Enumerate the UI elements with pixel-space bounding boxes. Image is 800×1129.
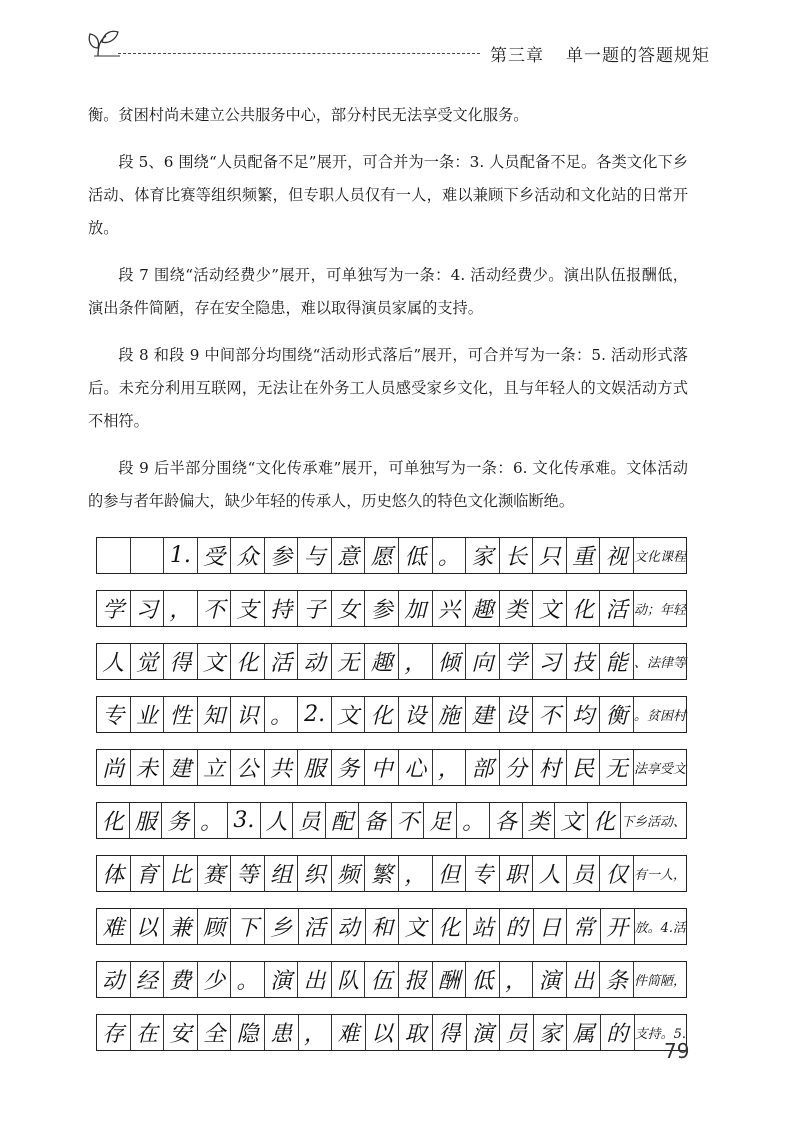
- grid-cell: 难: [97, 909, 131, 944]
- grid-cell: 文: [555, 803, 588, 838]
- grid-cell: 不: [198, 591, 232, 626]
- grid-cell: 设: [399, 697, 433, 732]
- grid-cell: 文: [399, 909, 433, 944]
- paragraph: 段 8 和段 9 中间部分均围绕“活动形式落后”展开，可合并写为一条：5. 活动形式落后。未充分利用互联网，无法让在外务工人员感受家乡文化，且与年轻人的文娱活动方式不相符。: [88, 346, 688, 430]
- grid-row: [96, 590, 687, 627]
- grid-cell: 下: [231, 909, 265, 944]
- grid-cell: 文: [332, 697, 366, 732]
- grid-cell: 活: [600, 591, 634, 626]
- grid-cell: 少: [198, 962, 232, 997]
- grid-cell: 无: [600, 750, 634, 785]
- paragraph: 衡。贫困村尚未建立公共服务中心，部分村民无法享受文化服务。: [88, 106, 529, 124]
- grid-cell: 低: [399, 538, 433, 573]
- grid-cell: 识: [231, 697, 265, 732]
- grid-cell: 出: [298, 962, 332, 997]
- grid-cell: 参: [365, 591, 399, 626]
- grid-cell: 能: [600, 644, 634, 679]
- grid-cell: 活: [299, 909, 333, 944]
- grid-cell: 务: [332, 750, 366, 785]
- grid-cell: 知: [198, 697, 232, 732]
- grid-cell: 件简陋，: [633, 974, 686, 989]
- grid-cell: 下乡活动、: [620, 815, 686, 830]
- grid-cell: 觉: [131, 644, 165, 679]
- grid-cell: 频: [332, 856, 366, 891]
- paragraph: 段 9 后半部分围绕“文化传承难”展开，可单独写为一条：6. 文化传承难。文体活动的参与者年龄偏大，缺少年轻的传承人，历史悠久的特色文化濒临断绝。: [88, 459, 688, 510]
- grid-cell: 全: [198, 1015, 232, 1050]
- grid-cell: ，: [299, 1015, 333, 1050]
- grid-cell: 配: [326, 803, 359, 838]
- header-divider: [118, 53, 480, 54]
- grid-cell: 经: [131, 962, 165, 997]
- grid-cell: ，: [433, 750, 467, 785]
- grid-cell: 员: [500, 1015, 534, 1050]
- grid-cell: 衡: [600, 697, 634, 732]
- grid-cell: 各: [490, 803, 523, 838]
- grid-cell: 存: [97, 1015, 131, 1050]
- grid-cell: 服: [298, 750, 332, 785]
- grid-cell: 子: [298, 591, 332, 626]
- grid-cell: 等: [231, 856, 265, 891]
- grid-cell: 2.: [298, 697, 332, 732]
- grid-cell: 设: [500, 697, 534, 732]
- grid-cell: 类: [500, 591, 534, 626]
- grid-cell: 众: [231, 538, 265, 573]
- grid-cell: 均: [567, 697, 601, 732]
- grid-cell: 村: [533, 750, 567, 785]
- grid-cell: 。: [457, 803, 490, 838]
- grid-cell: 有一人，: [633, 868, 686, 883]
- grid-cell: 费: [164, 962, 198, 997]
- grid-cell: 学: [500, 644, 534, 679]
- paragraph: 段 7 围绕“活动经费少”展开，可单独写为一条：4. 活动经费少。演出队伍报酬低，演出条件简陋，存在安全隐患，难以取得演员家属的支持。: [88, 266, 688, 317]
- grid-cell: 立: [198, 750, 232, 785]
- grid-cell: [97, 538, 131, 573]
- grid-cell: 文: [198, 644, 232, 679]
- grid-cell: 只: [533, 538, 567, 573]
- grid-cell: 建: [164, 750, 198, 785]
- grid-cell: 。: [195, 803, 228, 838]
- paragraph: 段 5、6 围绕“人员配备不足”展开，可合并为一条：3. 人员配备不足。各类文化下乡活动、体育比赛等组织频繁，但专职人员仅有一人，难以兼顾下乡活动和文化站的日常开放。: [88, 153, 688, 237]
- grid-cell: 动: [298, 644, 332, 679]
- grid-cell: 务: [162, 803, 195, 838]
- grid-cell: 安: [164, 1015, 198, 1050]
- grid-cell: 员: [567, 856, 601, 891]
- grid-cell: 服: [130, 803, 163, 838]
- grid-cell: 以: [366, 1015, 400, 1050]
- grid-row: [96, 1014, 687, 1051]
- grid-cell: 育: [131, 856, 165, 891]
- grid-cell: 人: [261, 803, 294, 838]
- grid-cell: 动；年轻: [633, 603, 686, 618]
- grid-row: [96, 802, 687, 839]
- grid-cell: [131, 538, 165, 573]
- grid-cell: 技: [567, 644, 601, 679]
- grid-cell: 未: [131, 750, 165, 785]
- grid-cell: 乡: [265, 909, 299, 944]
- grid-cell: 中: [365, 750, 399, 785]
- grid-cell: 兴: [433, 591, 467, 626]
- grid-cell: 法享受文: [633, 762, 686, 777]
- grid-cell: 无: [332, 644, 366, 679]
- grid-cell: 化: [588, 803, 621, 838]
- grid-cell: 酬: [433, 962, 467, 997]
- grid-cell: 共: [265, 750, 299, 785]
- grid-row: [96, 643, 687, 680]
- grid-cell: 人: [533, 856, 567, 891]
- grid-cell: 化: [97, 803, 130, 838]
- running-header: [490, 41, 710, 66]
- grid-cell: 业: [131, 697, 165, 732]
- grid-cell: 家: [466, 538, 500, 573]
- grid-cell: 。: [265, 697, 299, 732]
- grid-cell: 仅: [600, 856, 634, 891]
- grid-cell: 体: [97, 856, 131, 891]
- grid-cell: 意: [332, 538, 366, 573]
- grid-cell: 专: [97, 697, 131, 732]
- grid-cell: 以: [131, 909, 165, 944]
- grid-cell: 演: [533, 962, 567, 997]
- grid-cell: 性: [164, 697, 198, 732]
- grid-cell: 家: [534, 1015, 568, 1050]
- grid-row: [96, 537, 687, 574]
- grid-cell: 愿: [365, 538, 399, 573]
- grid-cell: 。: [231, 962, 265, 997]
- grid-cell: 活: [265, 644, 299, 679]
- grid-cell: 放。4.活: [634, 921, 686, 936]
- grid-cell: 文化课程: [633, 550, 686, 565]
- grid-cell: 条: [600, 962, 634, 997]
- grid-cell: 人: [97, 644, 131, 679]
- grid-cell: 支: [231, 591, 265, 626]
- grid-cell: 常: [567, 909, 601, 944]
- grid-cell: 倾: [433, 644, 467, 679]
- grid-cell: 尚: [97, 750, 131, 785]
- grid-cell: 部: [466, 750, 500, 785]
- grid-cell: 出: [567, 962, 601, 997]
- grid-cell: 参: [265, 538, 299, 573]
- grid-row: [96, 908, 687, 945]
- grid-cell: 化: [567, 591, 601, 626]
- grid-cell: 文: [533, 591, 567, 626]
- grid-cell: 加: [399, 591, 433, 626]
- grid-row: [96, 961, 687, 998]
- grid-cell: 在: [131, 1015, 165, 1050]
- grid-row: [96, 855, 687, 892]
- grid-cell: 的: [500, 909, 534, 944]
- grid-cell: 不: [533, 697, 567, 732]
- grid-cell: 和: [366, 909, 400, 944]
- grid-cell: 繁: [365, 856, 399, 891]
- grid-cell: 受: [198, 538, 232, 573]
- grid-cell: 隐: [231, 1015, 265, 1050]
- grid-cell: 与: [298, 538, 332, 573]
- grid-cell: 报: [399, 962, 433, 997]
- grid-cell: 视: [600, 538, 634, 573]
- grid-cell: 但: [433, 856, 467, 891]
- grid-cell: 重: [567, 538, 601, 573]
- grid-cell: ，: [399, 856, 433, 891]
- grid-cell: 动: [332, 909, 366, 944]
- answer-grid: [96, 537, 690, 1067]
- grid-cell: 站: [467, 909, 501, 944]
- grid-cell: 织: [298, 856, 332, 891]
- grid-cell: 低: [466, 962, 500, 997]
- grid-cell: ，: [399, 644, 433, 679]
- grid-cell: 备: [359, 803, 392, 838]
- grid-cell: 。贫困村: [633, 709, 686, 724]
- leaf-sprout-icon: [86, 26, 122, 58]
- grid-cell: 患: [265, 1015, 299, 1050]
- grid-cell: 趣: [466, 591, 500, 626]
- grid-cell: 属: [567, 1015, 601, 1050]
- grid-row: [96, 696, 687, 733]
- grid-cell: 支持。5.: [634, 1027, 686, 1042]
- grid-cell: 赛: [198, 856, 232, 891]
- grid-cell: 动: [97, 962, 131, 997]
- grid-cell: 分: [500, 750, 534, 785]
- grid-cell: 得: [164, 644, 198, 679]
- grid-cell: 员: [293, 803, 326, 838]
- grid-cell: 化: [365, 697, 399, 732]
- grid-cell: 长: [500, 538, 534, 573]
- grid-row: [96, 749, 687, 786]
- grid-cell: 足: [424, 803, 457, 838]
- page-number: 79: [664, 1039, 690, 1063]
- grid-cell: 习: [533, 644, 567, 679]
- grid-cell: 比: [164, 856, 198, 891]
- grid-cell: 1.: [164, 538, 198, 573]
- grid-cell: 化: [433, 909, 467, 944]
- grid-cell: 专: [466, 856, 500, 891]
- body-text: [88, 99, 688, 532]
- grid-cell: 组: [265, 856, 299, 891]
- grid-cell: 。: [433, 538, 467, 573]
- grid-cell: 习: [131, 591, 165, 626]
- grid-cell: 开: [601, 909, 635, 944]
- grid-cell: 职: [500, 856, 534, 891]
- grid-cell: ，: [500, 962, 534, 997]
- grid-cell: 学: [97, 591, 131, 626]
- grid-cell: 3.: [228, 803, 261, 838]
- grid-cell: 伍: [365, 962, 399, 997]
- grid-cell: 、法律等: [633, 656, 686, 671]
- grid-cell: 民: [567, 750, 601, 785]
- grid-cell: 公: [231, 750, 265, 785]
- grid-cell: 施: [433, 697, 467, 732]
- grid-cell: 得: [433, 1015, 467, 1050]
- grid-cell: 的: [601, 1015, 635, 1050]
- grid-cell: 演: [467, 1015, 501, 1050]
- grid-cell: 队: [332, 962, 366, 997]
- grid-cell: 持: [265, 591, 299, 626]
- grid-cell: 趣: [365, 644, 399, 679]
- grid-cell: 不: [392, 803, 425, 838]
- grid-cell: 化: [231, 644, 265, 679]
- grid-cell: ，: [164, 591, 198, 626]
- grid-cell: 顾: [198, 909, 232, 944]
- grid-cell: 类: [523, 803, 556, 838]
- grid-cell: 兼: [164, 909, 198, 944]
- grid-cell: 女: [332, 591, 366, 626]
- section-title: 单一题的答题规矩: [566, 46, 710, 66]
- grid-cell: 向: [466, 644, 500, 679]
- grid-cell: 演: [265, 962, 299, 997]
- grid-cell: 日: [534, 909, 568, 944]
- grid-cell: 心: [399, 750, 433, 785]
- chapter-label: 第三章: [490, 46, 544, 66]
- grid-cell: 建: [466, 697, 500, 732]
- grid-cell: 难: [332, 1015, 366, 1050]
- grid-cell: 取: [399, 1015, 433, 1050]
